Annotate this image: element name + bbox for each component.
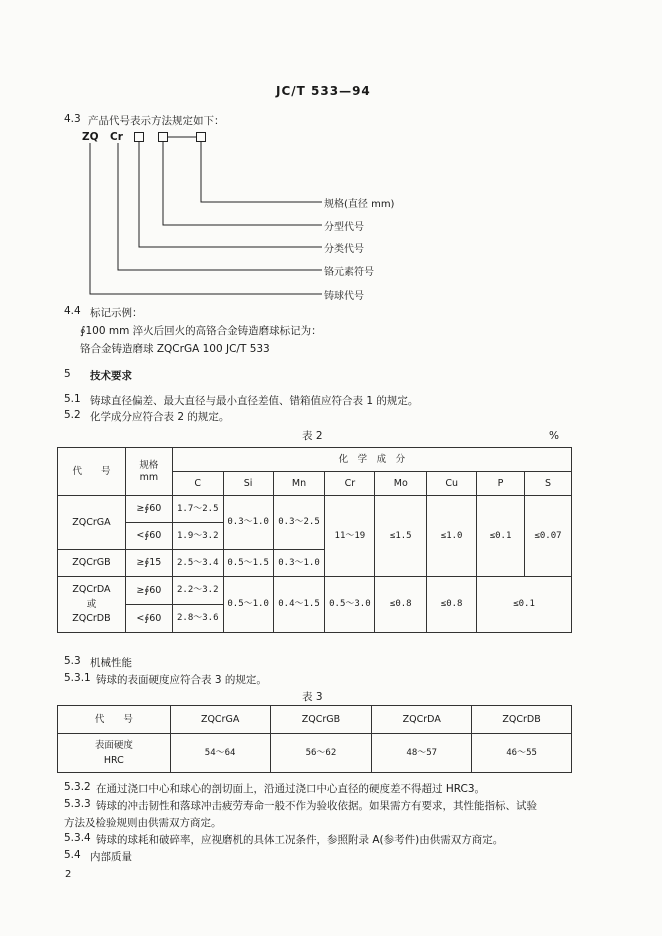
cell: 11～19 [325, 496, 375, 577]
cell: 0.3～1.0 [273, 550, 325, 577]
cell: ≥∮15 [125, 550, 172, 577]
cell: 2.5～3.4 [172, 550, 223, 577]
chemical-composition-table [57, 447, 572, 633]
section-5-2-number: 5.2 [64, 409, 81, 421]
cell: 0.5～3.0 [325, 577, 375, 633]
section-5-4-number: 5.4 [64, 849, 81, 861]
element-mn: Mn [273, 472, 325, 496]
cell: ≥∮60 [125, 577, 172, 605]
row-zqcrda-zqcrdb: ZQCrDA 或 ZQCrDB [58, 577, 126, 633]
cell: 0.3～1.0 [223, 496, 273, 550]
cell: <∮60 [125, 523, 172, 550]
table3-caption: 表 3 [302, 691, 323, 703]
section-5-3-3-number: 5.3.3 [64, 798, 91, 810]
table3-header-code: 代 号 [58, 706, 171, 734]
table3-header-zqcrda: ZQCrDA [372, 706, 472, 734]
element-cu: Cu [427, 472, 477, 496]
element-p: P [477, 472, 525, 496]
table3-header-zqcrdb: ZQCrDB [472, 706, 572, 734]
section-5-1-number: 5.1 [64, 393, 81, 405]
section-5-3-4-text: 铸球的球耗和破碎率，应视磨机的具体工况条件，参照附录 A(参考件)由供需双方商定。 [96, 834, 504, 846]
mark-example-line1: ∮100 mm 淬火后回火的高铬合金铸造磨球标记为： [80, 325, 322, 337]
standard-code: JC/T 533—94 [276, 84, 371, 98]
table3-row-label: 表面硬度 HRC [58, 734, 171, 773]
cell: ≤1.0 [427, 496, 477, 577]
table2-header-spec: 规格 mm [125, 448, 172, 496]
code-label-class: 分类代号 [324, 244, 364, 255]
code-label-ball: 铸球代号 [324, 291, 364, 302]
page-number: 2 [65, 869, 72, 880]
element-c: C [172, 472, 223, 496]
section-5-3-2-text: 在通过浇口中心和球心的剖切面上，沿通过浇口中心直径的硬度差不得超过 HRC3。 [96, 783, 486, 795]
cell: 0.5～1.5 [223, 550, 273, 577]
element-s: S [525, 472, 572, 496]
hardness-zqcrgb: 56～62 [270, 734, 372, 773]
section-5-title: 技术要求 [90, 370, 132, 382]
cell: 2.2～3.2 [172, 577, 223, 605]
code-label-chromium: 铬元素符号 [324, 267, 374, 278]
cell: ≤0.8 [375, 577, 427, 633]
element-mo: Mo [375, 472, 427, 496]
cell: 0.3～2.5 [273, 496, 325, 550]
cell: 0.5～1.0 [223, 577, 273, 633]
section-5-2-text: 化学成分应符合表 2 的规定。 [90, 411, 230, 423]
table2-unit: % [549, 430, 559, 442]
section-4-3-number: 4.3 [64, 113, 81, 125]
table3-header-zqcrga: ZQCrGA [170, 706, 270, 734]
table3-header-zqcrgb: ZQCrGB [270, 706, 372, 734]
section-5-3-4-number: 5.3.4 [64, 832, 91, 844]
code-part-cr: Cr [110, 131, 123, 143]
cell: ≤0.1 [477, 577, 572, 633]
code-label-size: 规格(直径 mm) [324, 199, 395, 210]
section-4-4-text: 标记示例： [90, 307, 143, 319]
cell: ≤1.5 [375, 496, 427, 577]
section-5-3-number: 5.3 [64, 655, 81, 667]
section-5-number: 5 [64, 368, 71, 380]
table2-caption: 表 2 [302, 430, 323, 442]
cell: 0.4～1.5 [273, 577, 325, 633]
surface-hardness-table [57, 705, 572, 773]
section-5-3-1-number: 5.3.1 [64, 672, 91, 684]
element-si: Si [223, 472, 273, 496]
mark-example-line2: 铬合金铸造磨球 ZQCrGA 100 JC/T 533 [80, 343, 270, 355]
element-cr: Cr [325, 472, 375, 496]
section-4-3-text: 产品代号表示方法规定如下： [88, 115, 225, 127]
cell: ≥∮60 [125, 496, 172, 523]
hardness-zqcrga: 54～64 [170, 734, 270, 773]
section-4-4-number: 4.4 [64, 305, 81, 317]
cell: <∮60 [125, 605, 172, 633]
section-5-3-2-number: 5.3.2 [64, 781, 91, 793]
section-5-3-3-text1: 铸球的冲击韧性和落球冲击疲劳寿命一般不作为验收依据。如果需方有要求，其性能指标、试验 [96, 800, 537, 812]
hardness-zqcrda: 48～57 [372, 734, 472, 773]
table2-header-code: 代 号 [58, 448, 126, 496]
hardness-zqcrdb: 46～55 [472, 734, 572, 773]
code-part-zq: ZQ [82, 131, 99, 143]
section-5-4-text: 内部质量 [90, 851, 132, 863]
section-5-3-1-text: 铸球的表面硬度应符合表 3 的规定。 [96, 674, 267, 686]
code-label-type: 分型代号 [324, 222, 364, 233]
cell: ≤0.07 [525, 496, 572, 577]
section-5-3-3-text2: 方法及检验规则由供需双方商定。 [64, 817, 222, 829]
table2-header-chemistry: 化 学 成 分 [172, 448, 571, 472]
cell: ≤0.1 [477, 496, 525, 577]
cell: ≤0.8 [427, 577, 477, 633]
section-5-3-title: 机械性能 [90, 657, 132, 669]
section-5-1-text: 铸球直径偏差、最大直径与最小直径差值、错箱值应符合表 1 的规定。 [90, 395, 419, 407]
cell: 1.9～3.2 [172, 523, 223, 550]
row-zqcrgb: ZQCrGB [58, 550, 126, 577]
cell: 2.8～3.6 [172, 605, 223, 633]
cell: 1.7～2.5 [172, 496, 223, 523]
row-zqcrga: ZQCrGA [58, 496, 126, 550]
